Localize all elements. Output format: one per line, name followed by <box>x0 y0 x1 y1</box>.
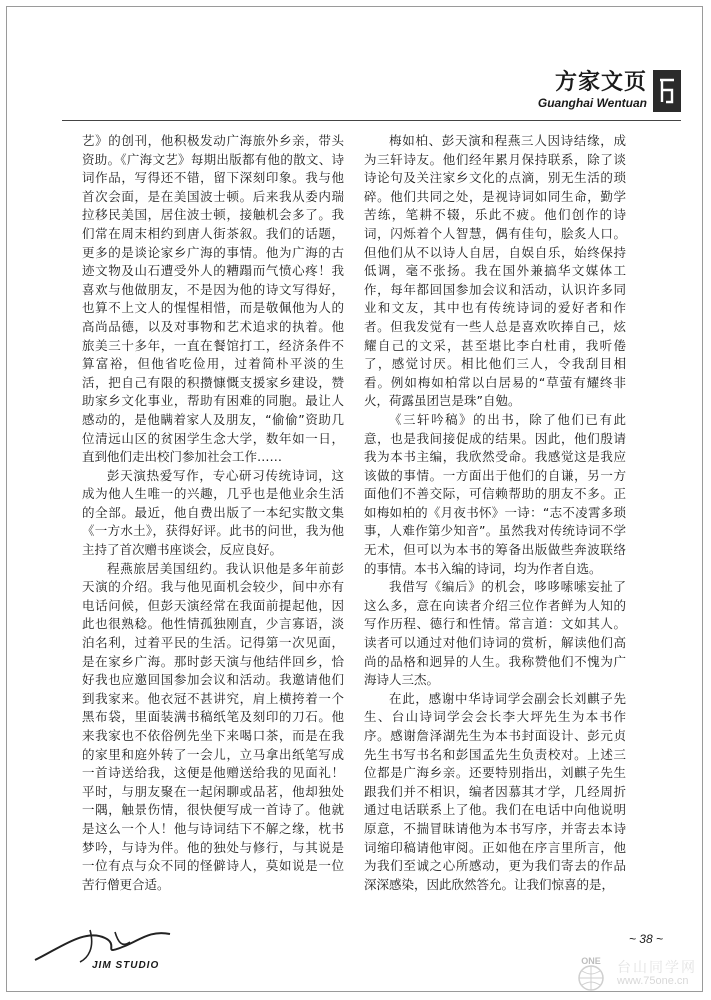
paragraph: 程燕旅居美国纽约。我认识他是多年前彭天演的介绍。我与他见面机会较少，间中亦有电话问候，但彭天演经常在我面前提起他，因此也很熟稔。他性情孤独刚直，少言寡语，淡泊名利，过着平民的生活。记得第一次见面，是在家乡广海。那时彭天演与他结伴回乡，恰好我也应邀回国参加会议和活动。我邀请他们到我家来。他衣冠不甚讲究，肩上横挎着一个黑布袋，里面装满书稿纸笔及刻印的刀石。他来我家也不依俗例先坐下来喝口茶，而是在我的家里和庭外转了一会儿，立马拿出纸笔写成一首诗送给我，这便是他赠送给我的见面礼！平时，与朋友聚在一起闲聊或品茗，他却独处一隅，触景伤情，很快便写成一首诗了。他就是这么一个人！他与诗词结下不解之缘，枕书梦吟，与诗为伴。他的独处与修行，与其说是一位有点与众不同的怪僻诗人，莫如说是一位苦行僧更合适。 <box>82 560 344 892</box>
paragraph: 我借写《编后》的机会，哆哆嗦嗦妄扯了这么多，意在向读者介绍三位作者鲜为人知的写作历程、德行和性情。常言道：文如其人。读者可以通过对他们诗词的赏析，解读他们高尚的品格和迥异的人生。我称赞他们不愧为广海诗人三杰。 <box>364 579 626 688</box>
page-header <box>538 70 681 110</box>
watermark-site-name: 台山同学网 <box>617 959 697 975</box>
paragraph: 《三轩吟稿》的出书，除了他们已有此意，也是我间接促成的结果。因此，他们殷请我为本书主编，我欣然受命。我感觉这是我应该做的事情。一方面出于他们的自谦，另一方面他们不善交际，可信赖帮助的朋友不多。正如梅如柏的《月夜书怀》一诗：“志不凌霄多琐事，人难作第少知音”。虽然我对传统诗词不学无术，但可以为本书的筹备出版做些奔波联络的事情。本书入编的诗词，均为作者自选。 <box>364 411 626 576</box>
paragraph: 梅如柏、彭天演和程燕三人因诗结缘，成为三轩诗友。他们经年累月保持联系，除了谈诗论句及关注家乡文化的点滴，别无生活的琐碎。他们共同之处，是视诗词如同生命，勤学苦练，笔耕不辍，乐此不疲。他们创作的诗词，闪烁着个人智慧，偶有佳句，脍炙人口。但他们从不以诗人自居，自娱自乐，始终保持低调，毫不张扬。我在国外兼搞华文媒体工作，每年都回国参加会议和活动，认识许多同业和文友，其中也有传统诗词的爱好者和作者。但我发觉有一些人总是喜欢吹捧自己，炫耀自己的文采，甚至堪比李白杜甫，我听倦了，感觉讨厌。相比他们三人，令我刮目相看。例如梅如柏常以白居易的“草萤有耀终非火，荷露虽团岂是珠”自勉。 <box>364 133 626 409</box>
header-rule <box>62 120 681 121</box>
watermark-url: www.75one.cn <box>617 975 689 987</box>
article-column-left <box>82 132 344 894</box>
column-subtitle: Guanghai Wentuan <box>537 96 647 110</box>
article-column-right <box>364 132 626 894</box>
site-watermark <box>569 956 697 992</box>
paragraph: 在此，感谢中华诗词学会副会长刘麒子先生、台山诗词学会会长李大坪先生为本书作序。感谢詹泽湖先生为本书封面设计、彭元贞先生书写书名和彭国孟先生负责校对。上述三位都是广海乡亲。还要特别指出，刘麒子先生跟我们并不相识，编者因慕其才学，几经周折通过电话联系上了他。我们在电话中向他说明原意，不揣冒昧请他为本书写序，并寄去本诗词缩印稿请他审阅。正如他在序言里所言，他为我们至诚之心所感动，更为我们寄去的作品深深感染，因此欣然答允。让我们惊喜的是， <box>364 690 626 892</box>
column-title: 方家文页 <box>554 70 647 95</box>
column-logo-icon <box>653 70 681 112</box>
studio-label: JIM STUDIO <box>92 960 160 971</box>
watermark-badge-text: ONE <box>581 956 601 966</box>
paragraph: 彭天演热爱写作，专心研习传统诗词，这成为他人生唯一的兴趣，几乎也是他业余生活的全部。最近，他自费出版了一本纪实散文集《一方水土》，获得好评。此书的问世，我为他主持了首次赠书座谈会，反应良好。 <box>82 467 344 558</box>
page-number: ~ 38 ~ <box>628 932 663 946</box>
paragraph: 艺》的创刊，他积极发动广海旅外乡亲，带头资助。《广海文艺》每期出版都有他的散文、诗词作品，写得还不错，留下深刻印象。我与他首次会面，是在美国波士顿。后来我从委内瑞拉移民美国，居住波士顿，接触机会多了。我们常在周末相约到唐人街茶叙。我们的话题，更多的是谈论家乡广海的事情。他为广海的古迹文物及山石遭受外人的糟蹋而气愤心疼！我喜欢与他做朋友，不是因为他的诗文写得好，也算不上文人的惺惺相惜，而是敬佩他为人的高尚品德，以及对事物和艺术追求的执着。他旅美三十多年，一直在餐馆打工，经济条件不算富裕，但他省吃俭用，过着简朴平淡的生活，把自己有限的积攒慷慨支援家乡建设，赞助家乡文化事业，帮助有困难的同胞。最让人感动的，是他瞒着家人及朋友，“偷偷”资助几位清远山区的贫困学生念大学，数年如一日，直到他们走出校门参加社会工作…… <box>82 133 344 465</box>
globe-icon <box>569 956 613 992</box>
